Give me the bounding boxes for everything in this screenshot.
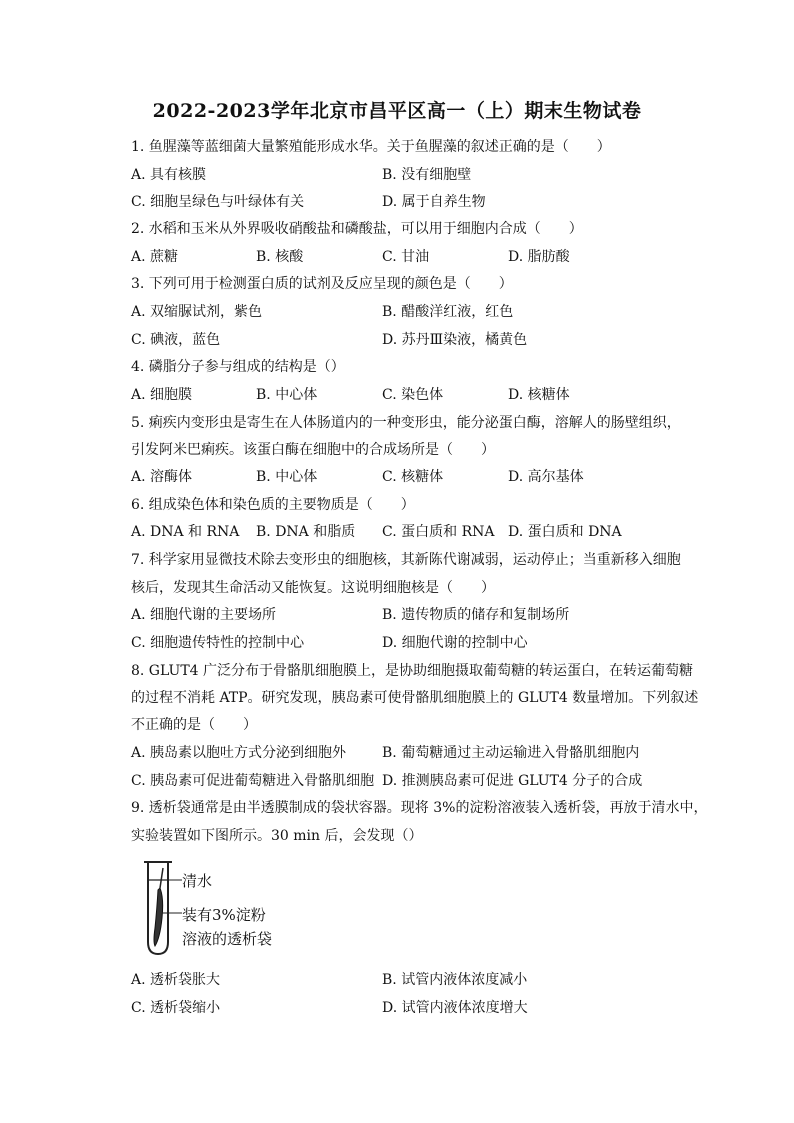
question-9-option-d[interactable]: D. 试管内液体浓度增大 <box>382 1000 528 1016</box>
question-3-option-d[interactable]: D. 苏丹Ⅲ染液，橘黄色 <box>382 332 528 348</box>
question-2-stem: 2. 水稻和玉米从外界吸收硝酸盐和磷酸盐，可以用于细胞内合成（ ） <box>131 221 583 237</box>
question-2-option-d[interactable]: D. 脂肪酸 <box>508 249 570 265</box>
question-6-option-b[interactable]: B. DNA 和脂质 <box>256 524 356 540</box>
dialysis-bag-shape <box>154 888 163 946</box>
question-5-option-b[interactable]: B. 中心体 <box>256 469 318 485</box>
question-4-option-b[interactable]: B. 中心体 <box>256 387 318 403</box>
question-6-option-a[interactable]: A. DNA 和 RNA <box>131 524 240 540</box>
question-8-option-c[interactable]: C. 胰岛素可促进葡萄糖进入骨骼肌细胞 <box>131 773 375 789</box>
dialysis-bag-string <box>160 868 163 888</box>
question-7-option-d[interactable]: D. 细胞代谢的控制中心 <box>382 635 528 651</box>
question-7-stem-line-1: 7. 科学家用显微技术除去变形虫的细胞核，其新陈代谢减弱，运动停止；当重新移入细胞 <box>131 552 681 568</box>
question-9-option-b[interactable]: B. 试管内液体浓度减小 <box>382 972 528 988</box>
question-8-stem-line-1: 8. GLUT4 广泛分布于骨骼肌细胞膜上，是协助细胞摄取葡萄糖的转运蛋白，在转运葡萄糖 <box>131 663 694 679</box>
question-5-option-d[interactable]: D. 高尔基体 <box>508 469 584 485</box>
question-8-stem-line-3: 不正确的是（ ） <box>131 717 257 733</box>
question-8-option-b[interactable]: B. 葡萄糖通过主动运输进入骨骼肌细胞内 <box>382 745 640 761</box>
question-1-stem: 1. 鱼腥藻等蓝细菌大量繁殖能形成水华。关于鱼腥藻的叙述正确的是（ ） <box>131 139 611 155</box>
question-9-option-a[interactable]: A. 透析袋胀大 <box>131 972 221 988</box>
question-5-option-a[interactable]: A. 溶酶体 <box>131 469 193 485</box>
label-water: 清水 <box>182 872 213 890</box>
question-3-stem: 3. 下列可用于检测蛋白质的试剂及反应呈现的颜色是（ ） <box>131 276 513 292</box>
label-bag-line-1: 装有3%淀粉 <box>182 906 266 924</box>
question-4-stem: 4. 磷脂分子参与组成的结构是（） <box>131 359 345 375</box>
question-6-stem: 6. 组成染色体和染色质的主要物质是（ ） <box>131 497 415 513</box>
question-5-stem-line-1: 5. 痢疾内变形虫是寄生在人体肠道内的一种变形虫，能分泌蛋白酶，溶解人的肠壁组织， <box>131 415 681 431</box>
question-4-option-d[interactable]: D. 核糖体 <box>508 387 570 403</box>
dialysis-bag-figure <box>140 858 330 958</box>
question-9-option-c[interactable]: C. 透析袋缩小 <box>131 1000 221 1016</box>
question-9-stem-line-1: 9. 透析袋通常是由半透膜制成的袋状容器。现将 3%的淀粉溶液装入透析袋，再放于清水中， <box>131 800 708 816</box>
question-1-option-a[interactable]: A. 具有核膜 <box>131 167 207 183</box>
question-5-stem-line-2: 引发阿米巴痢疾。该蛋白酶在细胞中的合成场所是（ ） <box>131 442 495 458</box>
question-8-option-a[interactable]: A. 胰岛素以胞吐方式分泌到细胞外 <box>131 745 347 761</box>
question-2-option-b[interactable]: B. 核酸 <box>256 249 304 265</box>
question-7-option-a[interactable]: A. 细胞代谢的主要场所 <box>131 607 277 623</box>
question-1-option-d[interactable]: D. 属于自养生物 <box>382 194 486 210</box>
question-3-option-a[interactable]: A. 双缩脲试剂，紫色 <box>131 304 263 320</box>
question-1-option-c[interactable]: C. 细胞呈绿色与叶绿体有关 <box>131 194 305 210</box>
question-2-option-a[interactable]: A. 蔗糖 <box>131 249 179 265</box>
question-3-option-b[interactable]: B. 醋酸洋红液，红色 <box>382 304 514 320</box>
exam-title: 2022-2023学年北京市昌平区高一（上）期末生物试卷 <box>152 100 642 122</box>
question-8-option-d[interactable]: D. 推测胰岛素可促进 GLUT4 分子的合成 <box>382 773 643 789</box>
question-9-stem-line-2: 实验装置如下图所示。30 min 后，会发现（） <box>131 828 423 844</box>
question-8-stem-line-2: 的过程不消耗 ATP。研究发现，胰岛素可使骨骼肌细胞膜上的 GLUT4 数量增加。下列叙述 <box>131 690 699 706</box>
question-6-option-c[interactable]: C. 蛋白质和 RNA <box>382 524 495 540</box>
question-5-option-c[interactable]: C. 核糖体 <box>382 469 444 485</box>
question-2-option-c[interactable]: C. 甘油 <box>382 249 430 265</box>
question-7-option-c[interactable]: C. 细胞遗传特性的控制中心 <box>131 635 305 651</box>
question-3-option-c[interactable]: C. 碘液，蓝色 <box>131 332 221 348</box>
question-1-option-b[interactable]: B. 没有细胞壁 <box>382 167 472 183</box>
label-bag-line-2: 溶液的透析袋 <box>182 930 273 948</box>
question-6-option-d[interactable]: D. 蛋白质和 DNA <box>508 524 622 540</box>
question-7-option-b[interactable]: B. 遗传物质的储存和复制场所 <box>382 607 570 623</box>
question-4-option-a[interactable]: A. 细胞膜 <box>131 387 193 403</box>
question-7-stem-line-2: 核后，发现其生命活动又能恢复。这说明细胞核是（ ） <box>131 580 495 596</box>
question-4-option-c[interactable]: C. 染色体 <box>382 387 444 403</box>
